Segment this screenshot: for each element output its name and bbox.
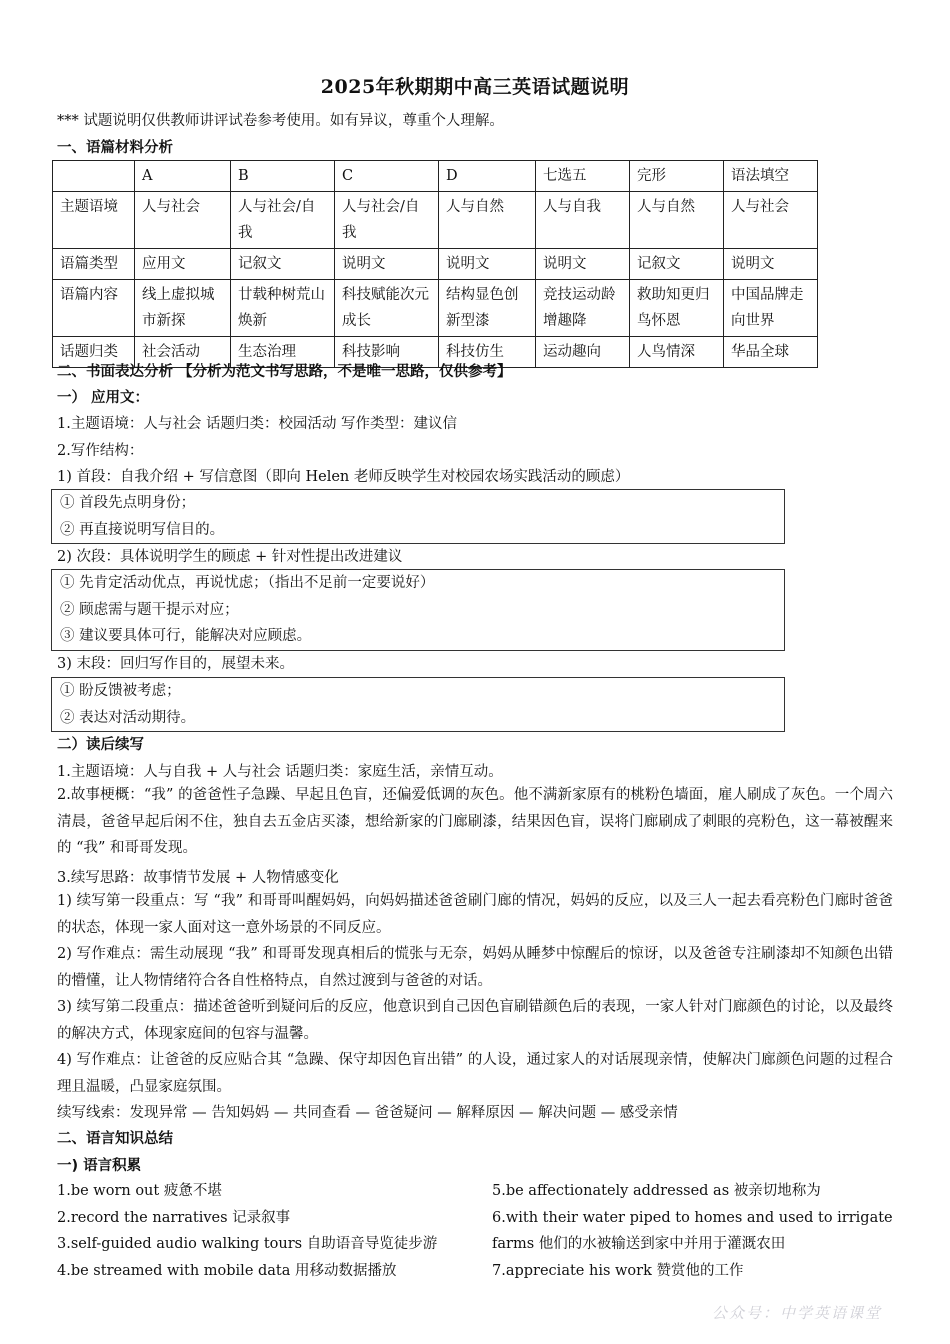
table-cell: 人与社会	[724, 192, 818, 249]
table-cell: 说明文	[335, 249, 439, 280]
table-cell: 说明文	[536, 249, 630, 280]
table-header-cell: 语法填空	[724, 161, 818, 192]
document-title: 2025年秋期期中高三英语试题说明	[320, 76, 630, 98]
box-item: ① 先肯定活动优点，再说忧虑；（指出不足前一定要说好）	[60, 575, 435, 591]
table-header-cell: 完形	[630, 161, 724, 192]
table-cell: 中国品牌走向世界	[724, 280, 818, 337]
table-cell: 人与社会	[135, 192, 231, 249]
table-cell: 线上虚拟城市新探	[135, 280, 231, 337]
table-header-cell: 七选五	[536, 161, 630, 192]
table-cell: 华品全球	[724, 337, 818, 368]
table-cell: 说明文	[439, 249, 536, 280]
box-item: ② 顾虑需与题干提示对应；	[60, 601, 239, 618]
row-label: 主题语境	[53, 192, 135, 249]
table-header-cell: D	[439, 161, 536, 192]
paragraph2-desc: 2) 次段：具体说明学生的顾虑 + 针对性提出改进建议	[57, 549, 403, 565]
paragraph2-box	[51, 569, 785, 651]
table-header-cell	[53, 161, 135, 192]
section2-heading: 二、书面表达分析 【分析为范文书写思路，不是唯一思路，仅供参考】	[57, 364, 512, 380]
box-item: ① 首段先点明身份；	[60, 495, 196, 511]
table-cell: 人与自然	[439, 192, 536, 249]
vocab-item: 4.be streamed with mobile data 用移动数据播放	[57, 1263, 397, 1279]
paragraph3-desc: 3) 末段：回归写作目的，展望未来。	[57, 656, 294, 672]
table-row	[53, 280, 818, 337]
box-item: ① 盼反馈被考虑；	[60, 683, 181, 699]
continuation-theme: 1.主题语境：人与自我 + 人与社会 话题归类：家庭生活，亲情互动。	[57, 764, 503, 780]
table-cell: 人鸟情深	[630, 337, 724, 368]
vocab-item: 6.with their water piped to homes and used to irrigate	[492, 1210, 893, 1226]
table-header-row	[53, 161, 818, 192]
continuation-point-1: 1) 续写第一段重点：写 “我” 和哥哥叫醒妈妈，向妈妈描述爸爸刷门廊的情况，妈妈的反应，以及三人一起去看亮粉色门廊时爸爸的状态，体现一家人面对这一意外场景的不同反应。	[57, 893, 893, 936]
paragraph3-box	[51, 677, 785, 732]
vocab-item: farms 他们的水被输送到家中并用于灌溉农田	[492, 1236, 786, 1252]
table-header-cell: C	[335, 161, 439, 192]
language-accumulation-heading: 一) 语言积累	[57, 1158, 142, 1174]
continuation-point-3: 3) 续写第二段重点：描述爸爸听到疑问后的反应，他意识到自己因色盲刷错颜色后的表现，一家人针对门廊颜色的讨论，以及最终的解决方式，体现家庭间的包容与温馨。	[57, 999, 893, 1042]
table-cell: 科技仿生	[439, 337, 536, 368]
table-cell: 结构显色创新型漆	[439, 280, 536, 337]
table-header-cell: B	[231, 161, 335, 192]
vocab-item: 1.be worn out 疲惫不堪	[57, 1183, 222, 1199]
story-summary: 2.故事梗概：“我” 的爸爸性子急躁、早起且色盲，还偏爱低调的灰色。他不满新家原有的桃粉色墙面，雇人刷成了灰色。一个周六清晨，爸爸早起后闲不住，独自去五金店买漆，想给新家的门廊刷漆，结果因色盲，误将门廊刷成了刺眼的亮粉色，这一幕被醒来的 “我” 和哥哥发现。	[57, 787, 893, 856]
paragraph1-desc: 1) 首段：自我介绍 + 写信意图（即向 Helen 老师反映学生对校园农场实践活动的顾虑）	[57, 469, 630, 485]
table-cell: 廿载种树荒山焕新	[231, 280, 335, 337]
row-label: 话题归类	[53, 337, 135, 368]
table-cell: 竞技运动龄增趣降	[536, 280, 630, 337]
table-cell: 说明文	[724, 249, 818, 280]
table-cell: 记叙文	[231, 249, 335, 280]
table-cell: 社会活动	[135, 337, 231, 368]
vocab-item: 2.record the narratives 记录叙事	[57, 1210, 291, 1226]
table-cell: 科技赋能次元成长	[335, 280, 439, 337]
continuation-clues: 续写线索：发现异常 — 告知妈妈 — 共同查看 — 爸爸疑问 — 解释原因 — 解决问题 — 感受亲情	[57, 1105, 678, 1121]
table-header-cell: A	[135, 161, 231, 192]
table-cell: 救助知更归鸟怀恩	[630, 280, 724, 337]
table-cell: 运动趣向	[536, 337, 630, 368]
continuation-approach: 3.续写思路：故事情节发展 + 人物情感变化	[57, 870, 339, 886]
watermark: 公众号：中学英语课堂	[712, 1304, 883, 1322]
section3-heading: 二、语言知识总结	[57, 1131, 173, 1147]
table-cell: 科技影响	[335, 337, 439, 368]
material-analysis-table	[52, 160, 818, 368]
table-cell: 人与自然	[630, 192, 724, 249]
vocab-item: 3.self-guided audio walking tours 自助语音导览徒步游	[57, 1236, 438, 1252]
continuation-point-2: 2) 写作难点：需生动展现 “我” 和哥哥发现真相后的慌张与无奈，妈妈从睡梦中惊醒后的惊讶，以及爸爸专注刷漆却不知颜色出错的懵懂，让人物情绪符合各自性格特点，自然过渡到与爸爸的对话。	[57, 946, 893, 989]
writing-structure-label: 2.写作结构：	[57, 443, 144, 459]
usage-note: *** 试题说明仅供教师讲评试卷参考使用。如有异议，尊重个人理解。	[57, 113, 504, 129]
continuation-writing-heading: 二）读后续写	[57, 737, 144, 753]
row-label: 语篇类型	[53, 249, 135, 280]
box-item: ② 表达对活动期待。	[60, 709, 196, 726]
table-row	[53, 249, 818, 280]
practical-writing-heading: 一） 应用文：	[57, 390, 150, 406]
practical-theme: 1.主题语境：人与社会 话题归类：校园活动 写作类型：建议信	[57, 416, 458, 432]
table-cell: 人与社会/自我	[335, 192, 439, 249]
table-cell: 应用文	[135, 249, 231, 280]
box-item: ③ 建议要具体可行，能解决对应顾虑。	[60, 628, 312, 644]
continuation-point-4: 4) 写作难点：让爸爸的反应贴合其 “急躁、保守却因色盲出错” 的人设，通过家人的对话展现亲情，使解决门廊颜色问题的过程合理且温暖，凸显家庭氛围。	[57, 1052, 893, 1095]
section1-heading: 一、语篇材料分析	[57, 140, 173, 156]
row-label: 语篇内容	[53, 280, 135, 337]
box-item: ② 再直接说明写信目的。	[60, 521, 225, 538]
vocab-item: 5.be affectionately addressed as 被亲切地称为	[492, 1183, 821, 1199]
table-cell: 人与社会/自我	[231, 192, 335, 249]
vocab-item: 7.appreciate his work 赞赏他的工作	[492, 1263, 744, 1279]
table-row	[53, 192, 818, 249]
table-cell: 记叙文	[630, 249, 724, 280]
paragraph1-box	[51, 489, 785, 544]
table-cell: 生态治理	[231, 337, 335, 368]
table-cell: 人与自我	[536, 192, 630, 249]
